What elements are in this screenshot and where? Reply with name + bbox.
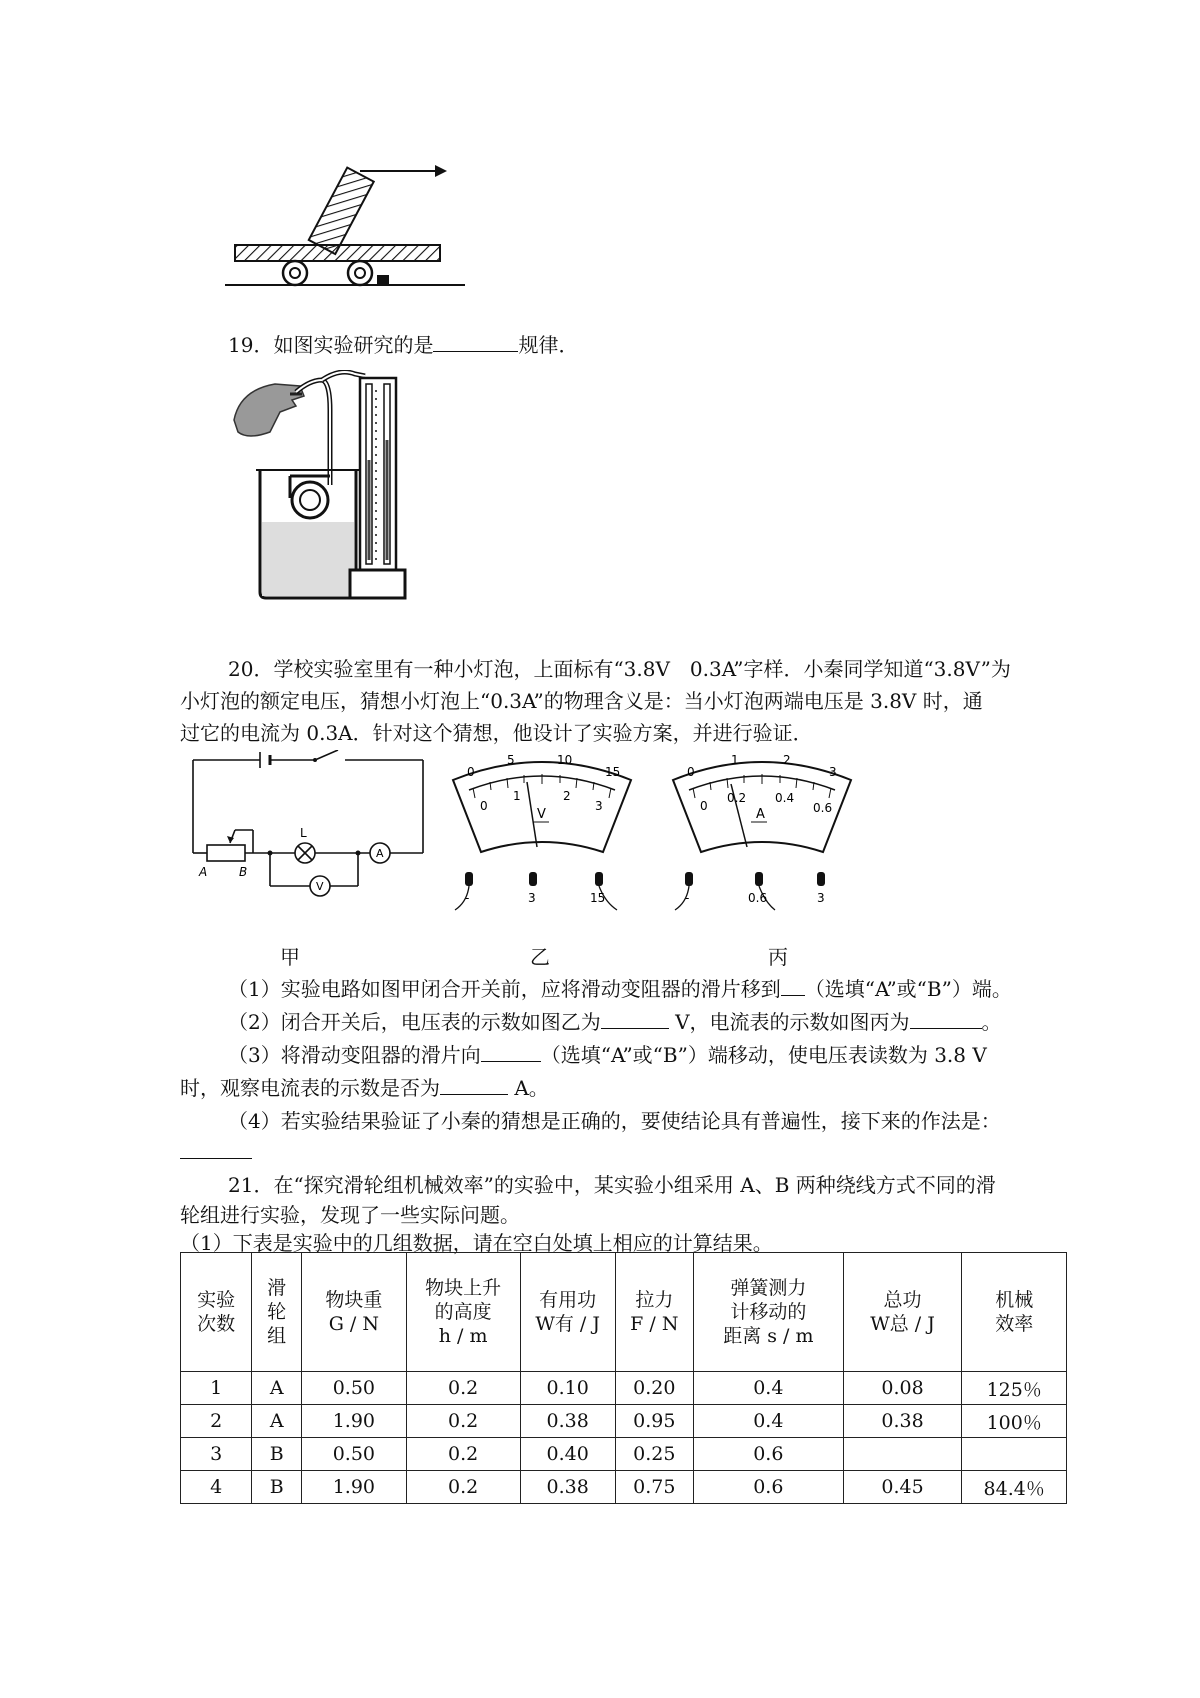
table-row xyxy=(181,1405,1067,1438)
ammeter-top-2: 2 xyxy=(783,753,791,767)
ammeter-bottom-1: 0.2 xyxy=(727,791,747,805)
cart-figure xyxy=(225,155,465,315)
hand-shape xyxy=(234,384,304,436)
header-pulley-set: 滑 轮 组 xyxy=(252,1253,302,1372)
header-efficiency: 机械 效率 xyxy=(962,1253,1067,1372)
q20-part2-mid: V，电流表的示数如图丙为 xyxy=(668,1010,910,1034)
table-cell: B xyxy=(252,1438,302,1471)
caption-yi: 乙 xyxy=(530,945,550,969)
table-cell: 1 xyxy=(181,1372,252,1405)
q20-current-blank[interactable] xyxy=(910,1008,982,1029)
ammeter-bottom-3: 0.6 xyxy=(813,801,833,815)
voltmeter-dial xyxy=(445,752,640,912)
header-trial: 实验 次数 xyxy=(181,1253,252,1372)
table-cell: 0.2 xyxy=(406,1372,520,1405)
circuit-diagram xyxy=(185,750,430,910)
pulley-efficiency-table xyxy=(180,1252,1067,1504)
table-cell: 100％ xyxy=(962,1405,1067,1438)
header-total-work: 总功 W总 / J xyxy=(843,1253,962,1372)
voltmeter-unit: V xyxy=(537,807,546,822)
table-cell: 0.2 xyxy=(406,1471,520,1504)
header-pull-force: 拉力 F / N xyxy=(615,1253,693,1372)
q20-part2-after: 。 xyxy=(981,1010,1002,1034)
table-cell: 0.45 xyxy=(843,1471,962,1504)
q21-intro-line2: 轮组进行实验，发现了一些实际问题。 xyxy=(180,1203,520,1227)
voltmeter-terminal-1: 3 xyxy=(528,891,536,905)
end-b-label: B xyxy=(239,865,248,879)
table-row xyxy=(181,1372,1067,1405)
ammeter-bottom-2: 0.4 xyxy=(775,791,795,805)
table-row xyxy=(181,1438,1067,1471)
q20-part1-before: （1）实验电路如图甲闭合开关前，应将滑动变阻器的滑片移到 xyxy=(228,977,781,1001)
q19-answer-blank[interactable] xyxy=(433,331,518,352)
q20-intro-line3: 过它的电流为 0.3A．针对这个猜想，他设计了实验方案，并进行验证． xyxy=(180,721,813,745)
table-cell: 0.25 xyxy=(615,1438,693,1471)
caption-jia: 甲 xyxy=(280,945,300,969)
voltmeter-bottom-1: 1 xyxy=(513,789,521,803)
ammeter-dial xyxy=(665,752,860,912)
table-cell: 125％ xyxy=(962,1372,1067,1405)
table-cell: 0.50 xyxy=(302,1438,407,1471)
table-cell: 0.2 xyxy=(406,1438,520,1471)
q20-part3-before: （3）将滑动变阻器的滑片向 xyxy=(228,1043,481,1067)
q20-part3-line2-after: A。 xyxy=(508,1076,549,1100)
table-cell: 0.38 xyxy=(520,1471,615,1504)
table-cell: A xyxy=(252,1405,302,1438)
table-cell: 0.38 xyxy=(843,1405,962,1438)
table-cell: 0.40 xyxy=(520,1438,615,1471)
switch-label xyxy=(325,750,333,751)
header-block-weight: 物块重 G / N xyxy=(302,1253,407,1372)
ammeter-symbol-label: A xyxy=(376,847,384,860)
lamp-label: L xyxy=(300,826,307,840)
voltmeter-terminal-0: - xyxy=(465,891,470,905)
q20-part4: （4）若实验结果验证了小秦的猜想是正确的，要使结论具有普遍性，接下来的作法是： xyxy=(228,1109,1001,1133)
table-cell: 0.6 xyxy=(694,1471,844,1504)
table-cell: B xyxy=(252,1471,302,1504)
voltmeter-top-2: 10 xyxy=(557,753,573,767)
q20-intro-line1: 20．学校实验室里有一种小灯泡，上面标有“3.8V 0.3A”字样．小秦同学知道“3.8V”为 xyxy=(228,657,1011,681)
q20-part1-blank[interactable] xyxy=(781,975,805,996)
q20-part3 xyxy=(228,1040,987,1070)
q20-direction-blank[interactable] xyxy=(481,1041,541,1062)
efficiency-blank-cell[interactable] xyxy=(962,1438,1067,1471)
table-cell: 0.4 xyxy=(694,1372,844,1405)
ammeter-bottom-0: 0 xyxy=(700,799,708,813)
table-cell: 1.90 xyxy=(302,1471,407,1504)
ammeter-terminal-1: 0.6 xyxy=(748,891,768,905)
q19-question xyxy=(228,330,578,360)
ammeter-top-3: 3 xyxy=(829,765,837,779)
table-cell: 0.10 xyxy=(520,1372,615,1405)
header-useful-work: 有用功 W有 / J xyxy=(520,1253,615,1372)
q20-part3-after: （选填“A”或“B”）端移动，使电压表读数为 3.8 V xyxy=(540,1043,987,1067)
q21-intro-line1: 21．在“探究滑轮组机械效率”的实验中，某实验小组采用 A、B 两种绕线方式不同的滑 xyxy=(228,1173,996,1197)
voltmeter-bottom-0: 0 xyxy=(480,799,488,813)
header-distance: 弹簧测力 计移动的 距离 s / m xyxy=(694,1253,844,1372)
q19-text-after: 规律． xyxy=(518,333,579,357)
table-cell: 0.50 xyxy=(302,1372,407,1405)
table-cell: 0.75 xyxy=(615,1471,693,1504)
table-cell: 2 xyxy=(181,1405,252,1438)
ammeter-terminal-2: 3 xyxy=(817,891,825,905)
caption-bing: 丙 xyxy=(768,945,788,969)
table-cell: 0.4 xyxy=(694,1405,844,1438)
table-cell: 84.4％ xyxy=(962,1471,1067,1504)
table-header-row xyxy=(181,1253,1067,1372)
q20-intro-line2: 小灯泡的额定电压，猜想小灯泡上“0.3A”的物理含义是：当小灯泡两端电压是 3.8V 时，通 xyxy=(180,689,983,713)
voltmeter-terminal-2: 15 xyxy=(590,891,606,905)
voltmeter-symbol-label: V xyxy=(316,880,324,893)
table-cell: 0.20 xyxy=(615,1372,693,1405)
header-rise-height: 物块上升 的高度 h / m xyxy=(406,1253,520,1372)
voltmeter-top-0: 0 xyxy=(467,765,475,779)
table-cell: 3 xyxy=(181,1438,252,1471)
q20-part3-line2 xyxy=(180,1073,549,1103)
cart-board xyxy=(235,245,440,261)
q20-part1 xyxy=(228,974,1012,1004)
q20-part4-blank[interactable] xyxy=(180,1138,252,1159)
table-cell: A xyxy=(252,1372,302,1405)
pressure-gauge-figure xyxy=(230,370,450,605)
table-cell: 0.2 xyxy=(406,1405,520,1438)
q21-table-caption: （1）下表是实验中的几组数据，请在空白处填上相应的计算结果。 xyxy=(180,1231,773,1255)
q20-part1-after: （选填“A”或“B”）端。 xyxy=(804,977,1012,1001)
table-cell: 0.6 xyxy=(694,1438,844,1471)
table-cell: 0.95 xyxy=(615,1405,693,1438)
q19-text-before: 19．如图实验研究的是 xyxy=(228,333,434,357)
voltmeter-top-3: 15 xyxy=(605,765,621,779)
standing-block xyxy=(309,168,374,254)
q20-check-current-blank[interactable] xyxy=(440,1074,508,1095)
table-cell: 0.38 xyxy=(520,1405,615,1438)
voltmeter-bottom-3: 3 xyxy=(595,799,603,813)
ammeter-top-1: 1 xyxy=(731,753,739,767)
q20-part2-before: （2）闭合开关后，电压表的示数如图乙为 xyxy=(228,1010,601,1034)
end-a-label: A xyxy=(199,865,208,879)
table-cell: 0.08 xyxy=(843,1372,962,1405)
q20-voltage-blank[interactable] xyxy=(601,1008,669,1029)
voltmeter-bottom-2: 2 xyxy=(563,789,571,803)
table-cell: 1.90 xyxy=(302,1405,407,1438)
ammeter-top-0: 0 xyxy=(687,765,695,779)
table-row xyxy=(181,1471,1067,1504)
total-work-blank-cell[interactable] xyxy=(843,1438,962,1471)
table-cell: 4 xyxy=(181,1471,252,1504)
ammeter-terminal-0: - xyxy=(685,891,690,905)
q20-part2 xyxy=(228,1007,1002,1037)
q20-part3-line2-before: 时，观察电流表的示数是否为 xyxy=(180,1076,440,1100)
rheostat xyxy=(207,845,245,861)
ammeter-unit: A xyxy=(756,807,765,822)
voltmeter-top-1: 5 xyxy=(507,753,515,767)
